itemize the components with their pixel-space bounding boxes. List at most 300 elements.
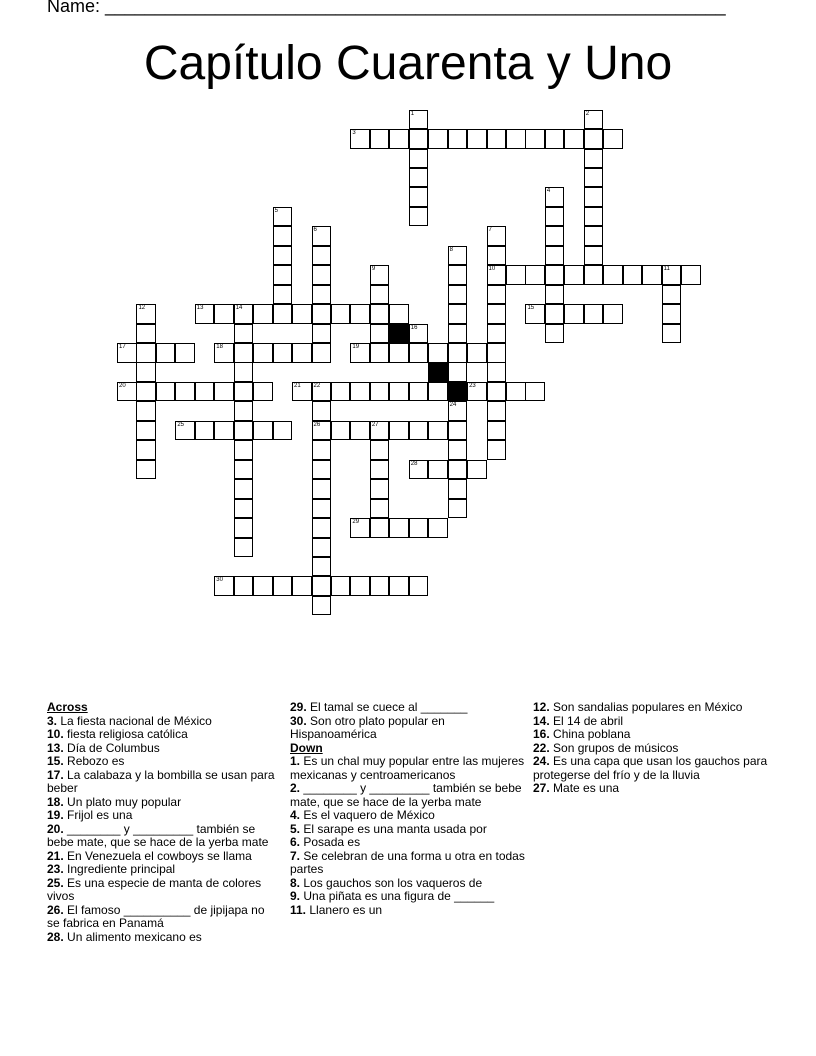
clue-number: 16 <box>410 324 418 331</box>
grid-cell[interactable] <box>525 304 545 324</box>
grid-cell[interactable] <box>273 304 293 324</box>
down-clue <box>533 742 768 756</box>
clues-column-2 <box>290 701 525 917</box>
grid-cell[interactable] <box>370 499 390 519</box>
clue-number-label: 30. <box>290 713 307 728</box>
grid-cell[interactable] <box>584 265 604 285</box>
grid-cell[interactable] <box>273 285 293 305</box>
grid-cell[interactable] <box>234 479 254 499</box>
grid-cell[interactable] <box>331 576 351 596</box>
grid-cell[interactable] <box>409 382 429 402</box>
clue-number: 22 <box>313 382 321 389</box>
clue-number-label: 27. <box>533 781 550 795</box>
clue-number: 4 <box>546 188 551 195</box>
grid-cell[interactable] <box>409 460 429 480</box>
grid-cell[interactable] <box>234 304 254 324</box>
across-clue <box>290 701 525 715</box>
clue-number: 3 <box>352 130 356 137</box>
across-clue <box>47 863 277 877</box>
grid-cell[interactable] <box>234 518 254 538</box>
grid-cell[interactable] <box>214 421 234 441</box>
grid-cell[interactable] <box>467 129 487 149</box>
across-clue <box>47 715 277 729</box>
grid-cell[interactable] <box>584 110 604 130</box>
clue-text: Son sandalias populares en México <box>553 700 743 714</box>
clue-text: La fiesta nacional de México <box>60 713 212 728</box>
grid-cell[interactable] <box>312 460 332 480</box>
grid-cell[interactable] <box>545 207 565 227</box>
grid-cell[interactable] <box>428 460 448 480</box>
clue-number: 8 <box>449 246 453 253</box>
clue-number: 17 <box>119 344 126 350</box>
grid-cell[interactable] <box>506 382 526 402</box>
grid-cell[interactable] <box>662 265 682 285</box>
grid-cell[interactable] <box>312 401 332 421</box>
grid-cell[interactable] <box>234 499 254 519</box>
clue-number: 23 <box>469 382 476 389</box>
grid-cell[interactable] <box>350 129 370 149</box>
clue-text: La calabaza y la bombilla se usan para beber <box>47 767 275 795</box>
grid-cell[interactable] <box>370 382 390 402</box>
grid-cell[interactable] <box>312 382 332 402</box>
grid-cell[interactable] <box>234 343 254 363</box>
down-clue <box>290 823 525 837</box>
grid-cell[interactable] <box>487 265 507 285</box>
clue-number: 1 <box>410 110 415 117</box>
grid-cell[interactable] <box>409 518 429 538</box>
black-square <box>448 382 468 402</box>
clue-number: 26 <box>313 421 321 428</box>
grid-cell[interactable] <box>428 421 448 441</box>
grid-cell[interactable] <box>312 304 332 324</box>
grid-cell[interactable] <box>448 479 468 499</box>
grid-cell[interactable] <box>545 285 565 305</box>
grid-cell[interactable] <box>312 246 332 266</box>
clue-number-label: 24. <box>533 754 550 768</box>
grid-cell[interactable] <box>525 129 545 149</box>
across-clue <box>47 755 277 769</box>
clue-number-label: 5. <box>290 821 301 836</box>
clue-text: Un alimento mexicano es <box>67 929 202 944</box>
grid-cell[interactable] <box>662 304 682 324</box>
grid-cell[interactable] <box>662 285 682 305</box>
clue-number: 11 <box>663 266 670 273</box>
grid-cell[interactable] <box>584 304 604 324</box>
grid-cell[interactable] <box>312 324 332 344</box>
down-clue <box>533 755 768 782</box>
grid-cell[interactable] <box>312 226 332 246</box>
grid-cell[interactable] <box>584 226 604 246</box>
grid-cell[interactable] <box>312 440 332 460</box>
grid-cell[interactable] <box>545 304 565 324</box>
grid-cell[interactable] <box>545 129 565 149</box>
grid-cell[interactable] <box>487 304 507 324</box>
grid-cell[interactable] <box>448 499 468 519</box>
clue-number-label: 2. <box>290 781 301 795</box>
grid-cell[interactable] <box>175 343 195 363</box>
grid-cell[interactable] <box>487 226 507 246</box>
grid-cell[interactable] <box>136 421 156 441</box>
grid-cell[interactable] <box>603 129 623 149</box>
clue-number-label: 6. <box>290 835 301 849</box>
grid-cell[interactable] <box>370 304 390 324</box>
grid-cell[interactable] <box>234 382 254 402</box>
grid-cell[interactable] <box>370 324 390 344</box>
grid-cell[interactable] <box>467 382 487 402</box>
grid-cell[interactable] <box>487 421 507 441</box>
grid-cell[interactable] <box>273 226 293 246</box>
across-clue <box>47 742 277 756</box>
grid-cell[interactable] <box>428 129 448 149</box>
grid-cell[interactable] <box>448 285 468 305</box>
grid-cell[interactable] <box>214 576 234 596</box>
grid-cell[interactable] <box>370 440 390 460</box>
grid-cell[interactable] <box>312 265 332 285</box>
grid-cell[interactable] <box>312 285 332 305</box>
grid-cell[interactable] <box>448 246 468 266</box>
grid-cell[interactable] <box>370 576 390 596</box>
grid-cell[interactable] <box>409 324 429 344</box>
clue-number-label: 21. <box>47 848 64 863</box>
grid-cell[interactable] <box>234 421 254 441</box>
grid-cell[interactable] <box>234 362 254 382</box>
grid-cell[interactable] <box>117 382 137 402</box>
clue-text: China poblana <box>553 727 631 741</box>
clue-text: Llanero es un <box>309 902 383 917</box>
grid-cell[interactable] <box>253 382 273 402</box>
clue-number-label: 14. <box>533 713 550 728</box>
clue-number-label: 20. <box>47 821 64 836</box>
down-clue <box>290 836 525 850</box>
grid-cell[interactable] <box>214 343 234 363</box>
clues-column-3 <box>533 701 768 796</box>
clue-number: 5 <box>274 207 278 214</box>
grid-cell[interactable] <box>584 246 604 266</box>
grid-cell[interactable] <box>409 207 429 227</box>
clue-text: Mate es una <box>553 781 620 795</box>
grid-cell[interactable] <box>234 460 254 480</box>
clue-number: 6 <box>313 227 317 234</box>
grid-cell[interactable] <box>175 382 195 402</box>
down-clue <box>533 728 768 742</box>
black-square <box>428 362 448 382</box>
clue-number-label: 23. <box>47 862 64 876</box>
grid-cell[interactable] <box>292 343 312 363</box>
grid-cell[interactable] <box>545 226 565 246</box>
down-clue <box>290 877 525 891</box>
grid-cell[interactable] <box>195 382 215 402</box>
page-title: Capítulo Cuarenta y Uno <box>143 37 673 90</box>
grid-cell[interactable] <box>312 538 332 558</box>
clue-number: 20 <box>119 382 126 389</box>
grid-cell[interactable] <box>253 304 273 324</box>
grid-cell[interactable] <box>409 576 429 596</box>
clue-text: Es una especie de manta de colores vivos <box>47 875 262 903</box>
grid-cell[interactable] <box>234 576 254 596</box>
clue-number: 30 <box>216 577 223 584</box>
grid-cell[interactable] <box>370 343 390 363</box>
clue-text: Frijol es una <box>67 808 133 822</box>
grid-cell[interactable] <box>117 343 137 363</box>
grid-cell[interactable] <box>603 304 623 324</box>
grid-cell[interactable] <box>487 324 507 344</box>
grid-cell[interactable] <box>175 421 195 441</box>
grid-cell[interactable] <box>331 421 351 441</box>
grid-cell[interactable] <box>312 518 332 538</box>
grid-cell[interactable] <box>312 596 332 616</box>
clue-number-label: 15. <box>47 754 64 768</box>
grid-cell[interactable] <box>312 421 332 441</box>
grid-cell[interactable] <box>409 421 429 441</box>
grid-cell[interactable] <box>214 382 234 402</box>
grid-cell[interactable] <box>448 324 468 344</box>
grid-cell[interactable] <box>584 149 604 169</box>
clue-number: 28 <box>410 460 418 467</box>
grid-cell[interactable] <box>545 246 565 266</box>
down-clue <box>290 890 525 904</box>
clue-number-label: 26. <box>47 902 64 917</box>
grid-cell[interactable] <box>292 576 312 596</box>
grid-cell[interactable] <box>273 343 293 363</box>
grid-cell[interactable] <box>409 110 429 130</box>
grid-cell[interactable] <box>584 207 604 227</box>
grid-cell[interactable] <box>448 401 468 421</box>
clue-text: Es una capa que usan los gauchos para protegerse del frío y de la lluvia <box>533 754 768 782</box>
clue-number-label: 11. <box>290 902 307 917</box>
grid-cell[interactable] <box>525 265 545 285</box>
clue-text: ________ y _________ también se bebe mate, que se hace de la yerba mate <box>47 821 269 849</box>
grid-cell[interactable] <box>448 460 468 480</box>
clue-text: Son otro plato popular en Hispanoamérica <box>290 713 445 741</box>
grid-cell[interactable] <box>642 265 662 285</box>
grid-cell[interactable] <box>136 324 156 344</box>
grid-cell[interactable] <box>156 343 176 363</box>
grid-cell[interactable] <box>350 576 370 596</box>
grid-cell[interactable] <box>487 246 507 266</box>
grid-cell[interactable] <box>487 440 507 460</box>
grid-cell[interactable] <box>136 440 156 460</box>
clue-text: Son grupos de músicos <box>553 740 679 755</box>
grid-cell[interactable] <box>584 168 604 188</box>
down-clue <box>533 782 768 796</box>
name-field[interactable]: Name: ______________________________________________________________ <box>47 0 726 16</box>
grid-cell[interactable] <box>234 538 254 558</box>
clue-text: fiesta religiosa católica <box>67 727 188 741</box>
grid-cell[interactable] <box>389 304 409 324</box>
grid-cell[interactable] <box>487 382 507 402</box>
clue-text: El 14 de abril <box>553 713 624 728</box>
grid-cell[interactable] <box>603 265 623 285</box>
grid-cell[interactable] <box>389 518 409 538</box>
grid-cell[interactable] <box>370 460 390 480</box>
grid-cell[interactable] <box>389 129 409 149</box>
grid-cell[interactable] <box>350 421 370 441</box>
grid-cell[interactable] <box>350 518 370 538</box>
across-clue <box>47 796 277 810</box>
grid-cell[interactable] <box>195 304 215 324</box>
clue-number: 12 <box>138 305 146 312</box>
grid-cell[interactable] <box>564 265 584 285</box>
grid-cell[interactable] <box>409 129 429 149</box>
grid-cell[interactable] <box>350 382 370 402</box>
grid-cell[interactable] <box>292 382 312 402</box>
grid-cell[interactable] <box>389 421 409 441</box>
grid-cell[interactable] <box>545 265 565 285</box>
across-clue <box>47 904 277 931</box>
grid-cell[interactable] <box>448 440 468 460</box>
grid-cell[interactable] <box>389 576 409 596</box>
grid-cell[interactable] <box>136 362 156 382</box>
clue-number-label: 1. <box>290 754 301 768</box>
grid-cell[interactable] <box>487 362 507 382</box>
clue-number-label: 12. <box>533 700 550 714</box>
across-clue <box>47 728 277 742</box>
grid-cell[interactable] <box>370 421 390 441</box>
clue-number-label: 16. <box>533 727 550 741</box>
grid-cell[interactable] <box>448 362 468 382</box>
grid-cell[interactable] <box>331 304 351 324</box>
grid-cell[interactable] <box>273 265 293 285</box>
grid-cell[interactable] <box>136 401 156 421</box>
grid-cell[interactable] <box>448 304 468 324</box>
grid-cell[interactable] <box>623 265 643 285</box>
grid-cell[interactable] <box>545 324 565 344</box>
grid-cell[interactable] <box>389 382 409 402</box>
across-clue <box>47 850 277 864</box>
grid-cell[interactable] <box>312 479 332 499</box>
clue-text: Rebozo es <box>67 754 125 768</box>
grid-cell[interactable] <box>234 324 254 344</box>
grid-cell[interactable] <box>214 304 234 324</box>
clue-number-label: 19. <box>47 808 64 822</box>
clue-number: 13 <box>196 305 204 312</box>
grid-cell[interactable] <box>234 401 254 421</box>
grid-cell[interactable] <box>273 207 293 227</box>
grid-cell[interactable] <box>428 518 448 538</box>
down-clue <box>290 809 525 823</box>
clue-number-label: 29. <box>290 700 307 714</box>
grid-cell[interactable] <box>370 285 390 305</box>
clue-text: Un plato muy popular <box>67 794 182 809</box>
clue-text: Ingrediente principal <box>67 862 176 876</box>
grid-cell[interactable] <box>350 304 370 324</box>
grid-cell[interactable] <box>545 187 565 207</box>
clue-number-label: 4. <box>290 808 301 822</box>
grid-cell[interactable] <box>448 265 468 285</box>
grid-cell[interactable] <box>273 246 293 266</box>
grid-cell[interactable] <box>681 265 701 285</box>
grid-cell[interactable] <box>467 343 487 363</box>
grid-cell[interactable] <box>389 343 409 363</box>
grid-cell[interactable] <box>234 440 254 460</box>
clue-number: 18 <box>216 344 223 350</box>
clue-number: 21 <box>294 382 301 389</box>
clue-number-label: 25. <box>47 875 64 890</box>
grid-cell[interactable] <box>253 576 273 596</box>
across-clue <box>47 769 277 796</box>
grid-cell[interactable] <box>292 304 312 324</box>
grid-cell[interactable] <box>409 168 429 188</box>
grid-cell[interactable] <box>487 285 507 305</box>
grid-cell[interactable] <box>506 265 526 285</box>
grid-cell[interactable] <box>312 557 332 577</box>
grid-cell[interactable] <box>584 187 604 207</box>
grid-cell[interactable] <box>525 382 545 402</box>
grid-cell[interactable] <box>136 382 156 402</box>
grid-cell[interactable] <box>487 343 507 363</box>
grid-cell[interactable] <box>662 324 682 344</box>
grid-cell[interactable] <box>564 304 584 324</box>
clue-text: Es un chal muy popular entre las mujeres mexicanas y centroamericanos <box>290 754 525 782</box>
clue-text: Una piñata es una figura de ______ <box>303 889 495 903</box>
grid-cell[interactable] <box>253 343 273 363</box>
grid-cell[interactable] <box>584 129 604 149</box>
grid-cell[interactable] <box>370 129 390 149</box>
grid-cell[interactable] <box>273 576 293 596</box>
down-clue <box>290 904 525 918</box>
across-clue <box>47 877 277 904</box>
clue-number-label: 28. <box>47 929 64 944</box>
clue-number-label: 3. <box>47 713 58 728</box>
grid-cell[interactable] <box>136 460 156 480</box>
black-square <box>389 324 409 344</box>
grid-cell[interactable] <box>448 421 468 441</box>
down-clue <box>533 715 768 729</box>
grid-cell[interactable] <box>487 401 507 421</box>
grid-cell[interactable] <box>136 304 156 324</box>
grid-cell[interactable] <box>428 343 448 363</box>
clue-number-label: 18. <box>47 794 64 809</box>
grid-cell[interactable] <box>136 343 156 363</box>
grid-cell[interactable] <box>370 479 390 499</box>
grid-cell[interactable] <box>331 382 351 402</box>
clue-text: Posada es <box>303 835 361 849</box>
grid-cell[interactable] <box>506 129 526 149</box>
down-header: Down <box>290 740 323 755</box>
grid-cell[interactable] <box>370 518 390 538</box>
grid-cell[interactable] <box>156 382 176 402</box>
clue-text: El tamal se cuece al _______ <box>310 700 468 714</box>
clue-number: 14 <box>235 305 243 312</box>
clue-text: Día de Columbus <box>67 740 160 755</box>
grid-cell[interactable] <box>448 129 468 149</box>
grid-cell[interactable] <box>195 421 215 441</box>
clue-number-label: 9. <box>290 889 301 903</box>
grid-cell[interactable] <box>467 460 487 480</box>
grid-cell[interactable] <box>487 129 507 149</box>
across-clue <box>47 823 277 850</box>
grid-cell[interactable] <box>428 382 448 402</box>
grid-cell[interactable] <box>409 187 429 207</box>
clue-text: En Venezuela el cowboys se llama <box>67 848 252 863</box>
grid-cell[interactable] <box>564 129 584 149</box>
grid-cell[interactable] <box>370 265 390 285</box>
clue-number: 29 <box>352 519 360 526</box>
grid-cell[interactable] <box>273 421 293 441</box>
grid-cell[interactable] <box>312 343 332 363</box>
across-header: Across <box>47 700 88 714</box>
grid-cell[interactable] <box>350 343 370 363</box>
clue-text: Los gauchos son los vaqueros de <box>303 875 483 890</box>
grid-cell[interactable] <box>409 343 429 363</box>
grid-cell[interactable] <box>253 421 273 441</box>
grid-cell[interactable] <box>409 149 429 169</box>
grid-cell[interactable] <box>312 576 332 596</box>
grid-cell[interactable] <box>312 499 332 519</box>
clue-number: 15 <box>527 305 535 312</box>
grid-cell[interactable] <box>448 343 468 363</box>
down-clue <box>290 755 525 782</box>
